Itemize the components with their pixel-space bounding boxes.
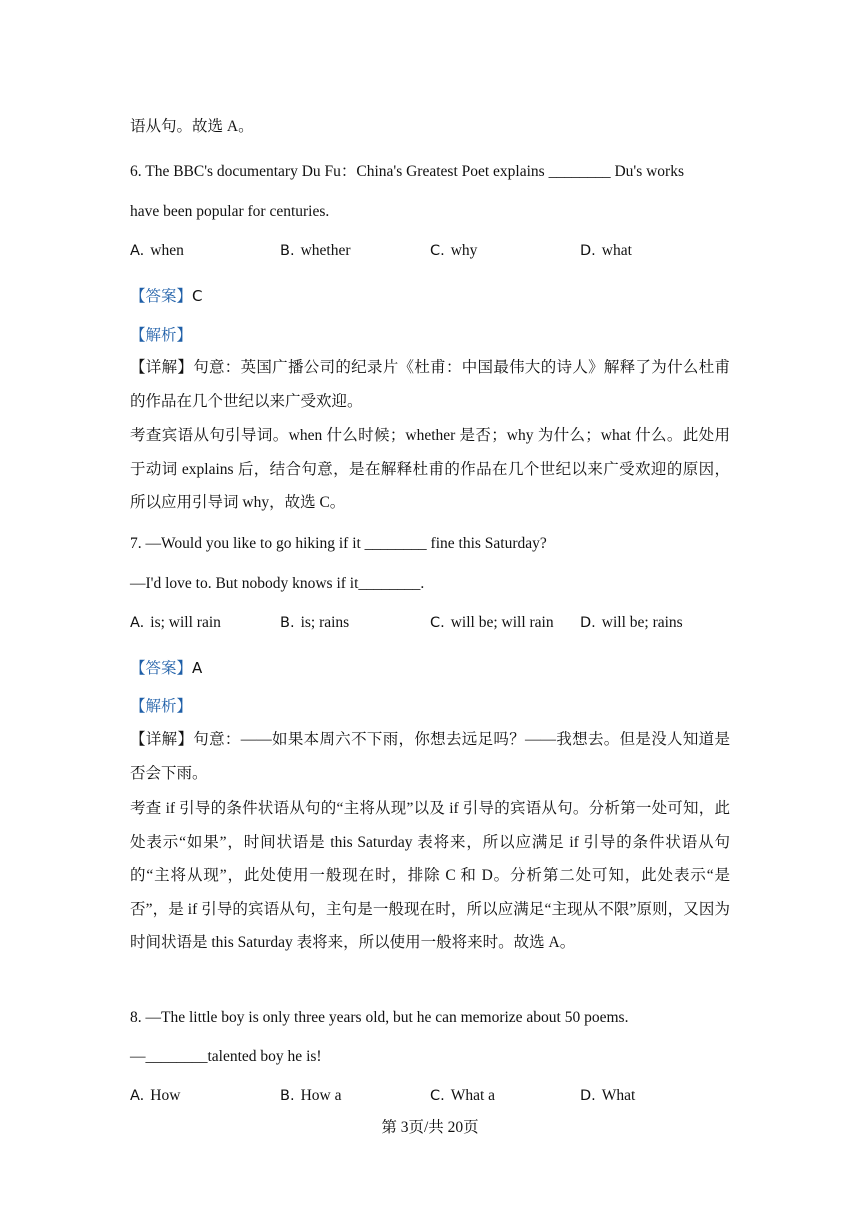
option-label: C. xyxy=(430,243,445,259)
option-text: What a xyxy=(450,1087,496,1104)
option-b xyxy=(280,613,349,633)
option-label: A. xyxy=(130,243,145,259)
question-6-line-1: 6. The BBC's documentary Du Fu：China's Greatest Poet explains ________ Du's works xyxy=(130,163,684,180)
option-c xyxy=(430,613,554,633)
option-label: A. xyxy=(130,615,145,631)
question-8-line-2: —________talented boy he is! xyxy=(130,1048,322,1065)
option-text: What xyxy=(601,1087,636,1104)
option-label: B. xyxy=(280,243,295,259)
option-label: B. xyxy=(280,615,295,631)
option-label: A. xyxy=(130,1088,145,1104)
option-b xyxy=(280,241,350,261)
option-text: when xyxy=(150,242,184,259)
option-label: D. xyxy=(580,615,596,631)
option-label: D. xyxy=(580,1088,596,1104)
option-d xyxy=(580,241,632,261)
page-footer: 第 3页/共 20页 xyxy=(381,1119,479,1136)
option-a xyxy=(130,1086,180,1106)
option-d xyxy=(580,613,683,633)
option-text: why xyxy=(450,242,478,259)
explanation-paragraph: 考查 if 引导的条件状语从句的“主将从现”以及 if 引导的宾语从句。分析第一处可知，此处表示“如果”，时间状语是 this Saturday 表将来，所以应满足 if 引导的条件状语从句的“主将从现”，此处使用一般现在时，排除 C 和 D。分析第二处可知，此处表示“是否”，是 if 引导的宾语从句，主句是一般现在时，所以应满足“主现从不限”原则，又因为时间状语是 this Saturday 表将来，所以使用一般将来时。故选 A。 xyxy=(130,800,730,951)
previous-answer-tail: 语从句。故选 A。 xyxy=(130,118,254,135)
option-a xyxy=(130,613,221,633)
analysis-tag: 【解析】 xyxy=(130,698,193,715)
option-c xyxy=(430,1086,495,1106)
option-text: is; rains xyxy=(300,614,350,631)
analysis-tag: 【解析】 xyxy=(130,327,193,344)
answer-value: C xyxy=(192,287,203,305)
option-text: is; will rain xyxy=(150,614,221,631)
option-text: will be; will rain xyxy=(450,614,554,631)
detail-paragraph: 【详解】句意：英国广播公司的纪录片《杜甫：中国最伟大的诗人》解释了为什么杜甫的作品在几个世纪以来广受欢迎。 xyxy=(130,359,730,410)
option-text: How xyxy=(150,1087,181,1104)
option-d xyxy=(580,1086,635,1106)
option-c xyxy=(430,241,477,261)
option-b xyxy=(280,1086,341,1106)
option-label: B. xyxy=(280,1088,295,1104)
explanation-paragraph: 考查宾语从句引导词。when 什么时候；whether 是否；why 为什么；what 什么。此处用于动词 explains 后，结合句意，是在解释杜甫的作品在几个世纪以来广受欢迎的原因，所以应用引导词 why，故选 C。 xyxy=(130,427,730,511)
question-7-line-2: —I'd love to. But nobody knows if it________. xyxy=(130,575,425,592)
question-8-line-1: 8. —The little boy is only three years old, but he can memorize about 50 poems. xyxy=(130,1009,629,1026)
question-7-line-1: 7. —Would you like to go hiking if it ________ fine this Saturday? xyxy=(130,535,547,552)
option-label: C. xyxy=(430,615,445,631)
option-text: what xyxy=(601,242,632,259)
question-6-line-2: have been popular for centuries. xyxy=(130,203,330,220)
option-label: D. xyxy=(580,243,596,259)
option-text: will be; rains xyxy=(601,614,683,631)
option-text: whether xyxy=(300,242,351,259)
detail-paragraph: 【详解】句意：——如果本周六不下雨，你想去远足吗？——我想去。但是没人知道是否会下雨。 xyxy=(130,731,730,782)
answer-tag: 【答案】 xyxy=(130,288,193,305)
answer-tag: 【答案】 xyxy=(130,660,193,677)
answer-value: A xyxy=(192,659,203,677)
option-label: C. xyxy=(430,1088,445,1104)
option-a xyxy=(130,241,184,261)
answer-line xyxy=(130,286,203,307)
answer-line xyxy=(130,658,202,679)
option-text: How a xyxy=(300,1087,342,1104)
